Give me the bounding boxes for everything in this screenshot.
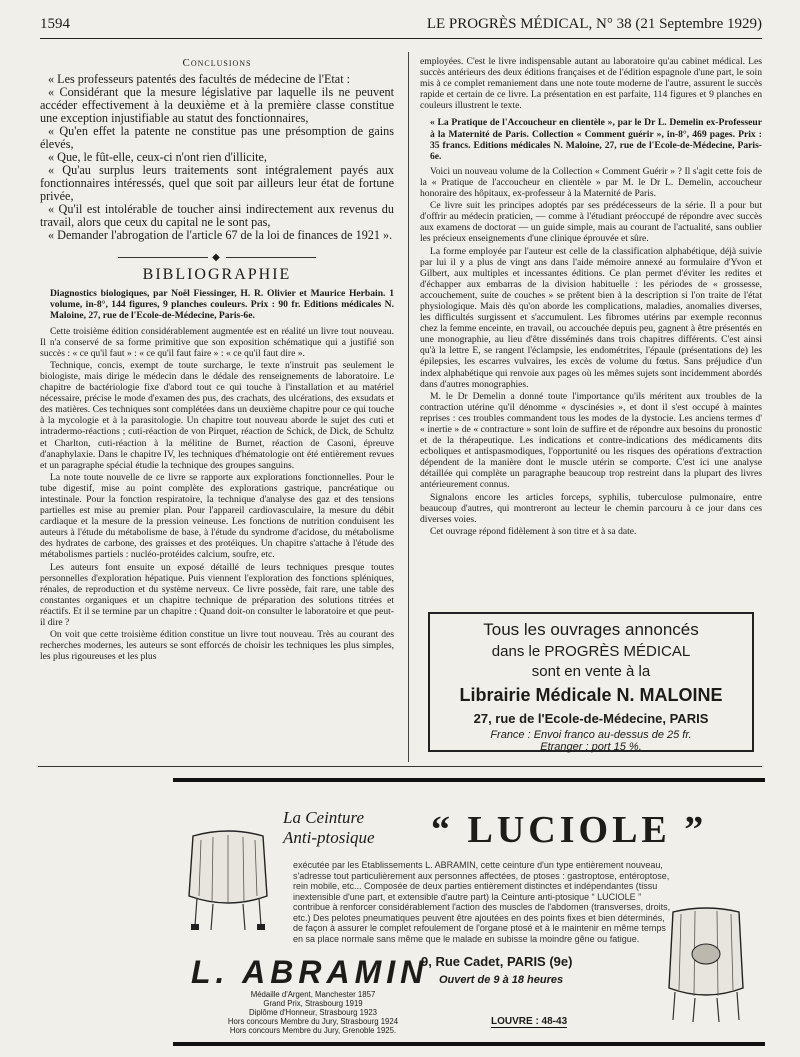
review-para: Cette troisième édition considérablement augmentée est en réalité un livre tout nouveau. Il n'a conservé de sa forme primitive que son exposition schématique qui a justifié son succès : « ce qu'il faut » : « ce qu'il faut faire » : « ce qu'il faut dire ».	[40, 325, 394, 359]
book-reference: « La Pratique de l'Accoucheur en clientèle », par le Dr L. Demelin ex-Professeur à la Maternité de Paris. Collection « Comment guérir », in-8°, 469 pages. Prix : 35 francs. Editions médicales N. Maloine, 27, rue de l'Ecole-de-Médecine, Paris-6e.	[430, 117, 762, 162]
award-line: Hors concours Membre du Jury, Strasbourg 1924	[227, 1017, 399, 1026]
award-line: Diplôme d'Honneur, Strasbourg 1923	[248, 1008, 378, 1017]
conclusion-para: « Les professeurs patentés des facultés de médecine de l'Etat :	[48, 72, 351, 87]
review-para: employées. C'est le livre indispensable autant au laboratoire qu'au cabinet médical. Les succès antérieurs des deux éditions françaises et de l'édition espagnole d'une part, le soin mis à ce complet remaniement dans une note toute moderne de l'autre, assurent le succès rapide et certain de ce livre. La présentation en est parfaite, 114 figures et 9 planches en couleurs illustrent le texte.	[420, 56, 762, 112]
ad-brand: “ LUCIOLE ”	[431, 809, 708, 851]
notice-shipping: France : Envoi franco au-dessus de 25 fr.	[490, 729, 692, 741]
notice-address: 27, rue de l'Ecole-de-Médecine, PARIS	[473, 711, 709, 726]
review-para: Les auteurs font ensuite un exposé détaillé de leurs techniques presque toutes personnelles d'exploration hépatique. Puis viennent l'exploration des fonctions spléniques, rénales, de reproduction et du système nerveux. Ce livre possède, fait rare, une table des constantes organiques et un chapitre technique de préparation des solutions titrées et réactifs. Et il se termine par un chapitre : Quand doit-on consulter le laboratoire et que peut-il dire ?	[40, 561, 394, 628]
conclusions-body	[40, 73, 394, 242]
corset-illustration	[183, 826, 273, 938]
maloine-notice	[428, 612, 754, 752]
conclusion-para: « Que, le fût-elle, ceux-ci n'ont rien d'illicite,	[48, 150, 267, 165]
conclusion-para: « Qu'en effet la patente ne constitue pas une présomption de gains élevés,	[40, 124, 394, 152]
award-line: Médaille d'Argent, Manchester 1857	[250, 990, 376, 999]
award-line: Grand Prix, Strasbourg 1919	[263, 999, 363, 1008]
journal-title: LE PROGRÈS MÉDICAL, N° 38 (21 Septembre 1929)	[426, 16, 762, 32]
ad-hours: Ouvert de 9 à 18 heures	[439, 974, 564, 986]
review-para: Voici un nouveau volume de la Collection « Comment Guérir » ? Il s'agit cette fois de la « Pratique de l'accoucheur en clientèle » par M. le Dr L. Demelin, accoucheur honoraire des hôpitaux, ex-professeur à la Maternité de Paris.	[420, 165, 762, 200]
notice-bookshop: Librairie Médicale N. MALOINE	[459, 685, 723, 705]
section-ornament: ◆	[40, 252, 394, 263]
conclusions-title: Conclusions	[182, 57, 252, 69]
notice-line: sont en vente à la	[531, 663, 651, 680]
review-para: On voit que cette troisième édition constitue un livre tout nouveau. Très au courant des recherches modernes, les auteurs se sont efforcés de choisir les techniques les plus simples, les plus rigoureuses et les plus	[40, 629, 394, 663]
ad-awards	[203, 990, 423, 1035]
luciole-advertisement	[173, 778, 765, 1046]
review-para: Cet ouvrage répond fidèlement à son titre et à sa date.	[430, 525, 637, 537]
review-para: La forme employée par l'auteur est celle de la classification alphabétique, déjà suivie par lui il y a plus de vingt ans dans l'aide mémoire annexé au formulaire d'Yvon et Gilbert, aux multiples et incessantes éditions. Ce plan permet d'éviter les redites et d'échapper aux embarras de la division habituelle : les périodes de « grossesse, accouchement, suite de couches » se prêtent bien à la description si l'on traite de l'état physiologique. Mais dès qu'on aborde les complications, maladies, anomalies diverses, les difficultés surgissent et s'accumulent. Les fibromes utérins par exemple reconnus chez la femme enceinte, en travail, ou accouchée depuis peu, gagnent à être présentés en une monographie, au lieu d'être disséminés dans trois chapitres différents. C'est ainsi qu'à la lettre E, se rangent l'éclampsie, les endométrites, l'épaule (présentations de) les épilepsies, les escarres vulvaires, les excès de volume du fœtus. Sans préjudice d'un index alphabétique qui renvoie aux pages où les mêmes sujets sont incidemment abordés dans d'autres monographies.	[420, 245, 762, 390]
ad-separator	[38, 766, 762, 767]
ad-tagline: La Ceinture	[283, 808, 365, 827]
bibliography-title: BIBLIOGRAPHIE	[142, 266, 292, 284]
notice-line: Tous les ouvrages annoncés	[483, 620, 699, 639]
ad-tagline: Anti-ptosique	[283, 828, 375, 847]
right-column	[420, 56, 762, 604]
conclusion-para: « Qu'il est intolérable de toucher ainsi indirectement aux revenus du travail, alors que ceux du capital ne le sont pas,	[40, 202, 394, 230]
ad-phone: LOUVRE : 48-43	[491, 1016, 568, 1027]
review-para: Technique, concis, exempt de toute surcharge, le texte n'instruit pas seulement le biologiste, mais dirige le médecin dans le dédale des renseignements de laboratoire. Le chapitre de bactériologie fixe d'abord tout ce qui touche à l'installation et au matériel nécessaire, précise le mode d'examen des pus, des crachats, des ulcérations, des exsudats et des matières. Ces techniques sont complétées dans un deuxième chapitre pour ce qui touche à la mycologie et à la parasitologie. Un chapitre tout nouveau aborde le sujet des cuti et intradermo-réactions ; cuti-réaction de von Pirquet, réaction de Schick, de Dick, de Schultz et Charlton, cuti-réaction à la mélitine de Burnet, réaction de Casoni, épreuve d'anaphylaxie. Dans le chapitre IV, les techniques d'hématologie ont été entièrement revues et un paragraphe spécial étudie la technique des groupes sanguins.	[40, 359, 394, 471]
review-para: La note toute nouvelle de ce livre se rapporte aux explorations fonctionnelles. Pour le tube digestif, mise au point complète des explorations gastrique, pancréatique ou intestinale. Pour la fonction respiratoire, la technique d'analyse des gaz et des tensions partielles est mise au premier plan. Pour l'appareil cardiovasculaire, la mesure du débit cardiaque et la mesure de la pression veineuse. Les fonctions de nutrition conduisent les auteurs à l'étude du métabolisme de base, à l'étude du syndrome d'acidose, du métabolisme des hydrates de carbone, des graisses et des protéiques. Un chapitre s'attache à l'étude des métabolismes partiels : nucléo-protéides calcium, soufre, etc.	[40, 471, 394, 561]
pneumatic-belt-illustration	[661, 906, 751, 1024]
notice-shipping: Etranger : port 15 %.	[540, 741, 642, 753]
conclusion-para: « Considérant que la mesure législative par laquelle ils ne peuvent accéder effectivement à la deuxième et à la première classe constitue une exception injustifiable au statut des fonctionnaires,	[40, 85, 394, 126]
review-para: M. le Dr Demelin a donné toute l'importance qu'ils méritent aux troubles de la contraction utérine qu'il dénomme « dyscinésies », et dont il s'est occupé à maintes reprises : ces troubles commandent tous les modes de la dystocie. Les anciens termes d' « inertie » de « contracture » sont loin de suffire et de répondre aux besoins du pronostic et de la thérapeutique. Les indications et contre-indications des médicaments dits ecboliques et antispasmodiques, l'opportunité ou les risques des opérations d'extraction dépendent de la manière dont le muscle utérin se comporte. C'est ici une analyse détaillée qui complète un paragraphe beaucoup trop restreint dans la plupart des livres antérieurement connus.	[420, 390, 762, 491]
left-column	[40, 56, 394, 756]
ad-company-name: L. ABRAMIN	[191, 954, 429, 990]
review-para: Ce livre suit les principes adoptés par ses prédécesseurs de la série. Il a pour but d'offrir au médecin praticien, — comme à l'étudiant préoccupé de répondre avec succès aux examens de doctorat — un guide simple, mais au courant de l'actualité, sans oublier les précieux enseignements d'une clinique éprouvée et sûre.	[420, 200, 762, 245]
ad-address: 9, Rue Cadet, PARIS (9e)	[421, 954, 573, 969]
page-header	[40, 16, 762, 36]
header-rule	[40, 38, 762, 39]
book-reference: Diagnostics biologiques, par Noël Fiessinger, H. R. Olivier et Maurice Herbain. 1 volume, in-8°, 144 figures, 9 planches couleurs. Prix : 90 fr. Editions médicales N. Maloine, 27, rue de l'Ecole-de-Médecine, Paris-6e.	[50, 288, 394, 322]
column-divider	[408, 52, 409, 762]
notice-line: dans le PROGRÈS MÉDICAL	[491, 643, 691, 660]
ad-description: exécutée par les Etablissements L. ABRAMIN, cette ceinture d'un type entièrement nouveau, s'adresse tout particulièrement aux personnes affectées, de ptoses : gastroptose, entéroptose, rein mobile, etc... Composée de deux parties entièrement distinctes et indépendantes (tissu inextensible d'une part, et extensible d'autre part) la Ceinture anti-ptosique “ LUCIOLE ” contribue à renforcer considérablement l'action des muscles de l'abdomen (transverses, droits, etc.) Des pelotes pneumatiques peuvent être ajoutées en des points fixes et bien déterminés, de façon à assurer le complet refoulement de l'organe ptosé et à le maintenir en même temps en sa place normale sans même que le malade en subisse la moindre gêne ou fatigue.	[293, 860, 671, 944]
conclusion-para: « Demander l'abrogation de l'article 67 de la loi de finances de 1921 ».	[48, 228, 393, 243]
review-para: Signalons encore les articles forceps, syphilis, tuberculose pulmonaire, entre beaucoup d'autres, qui montreront au lecteur le chemin parcouru à ce jour dans ces diverses voies.	[420, 491, 762, 525]
conclusion-para: « Qu'au surplus leurs traitements sont intégralement payés aux fonctionnaires intéressés, quel que soit par ailleurs leur état de fortune privée,	[40, 163, 394, 204]
page-number: 1594	[40, 16, 70, 32]
award-line: Hors concours Membre du Jury, Grenoble 1925.	[229, 1026, 397, 1035]
